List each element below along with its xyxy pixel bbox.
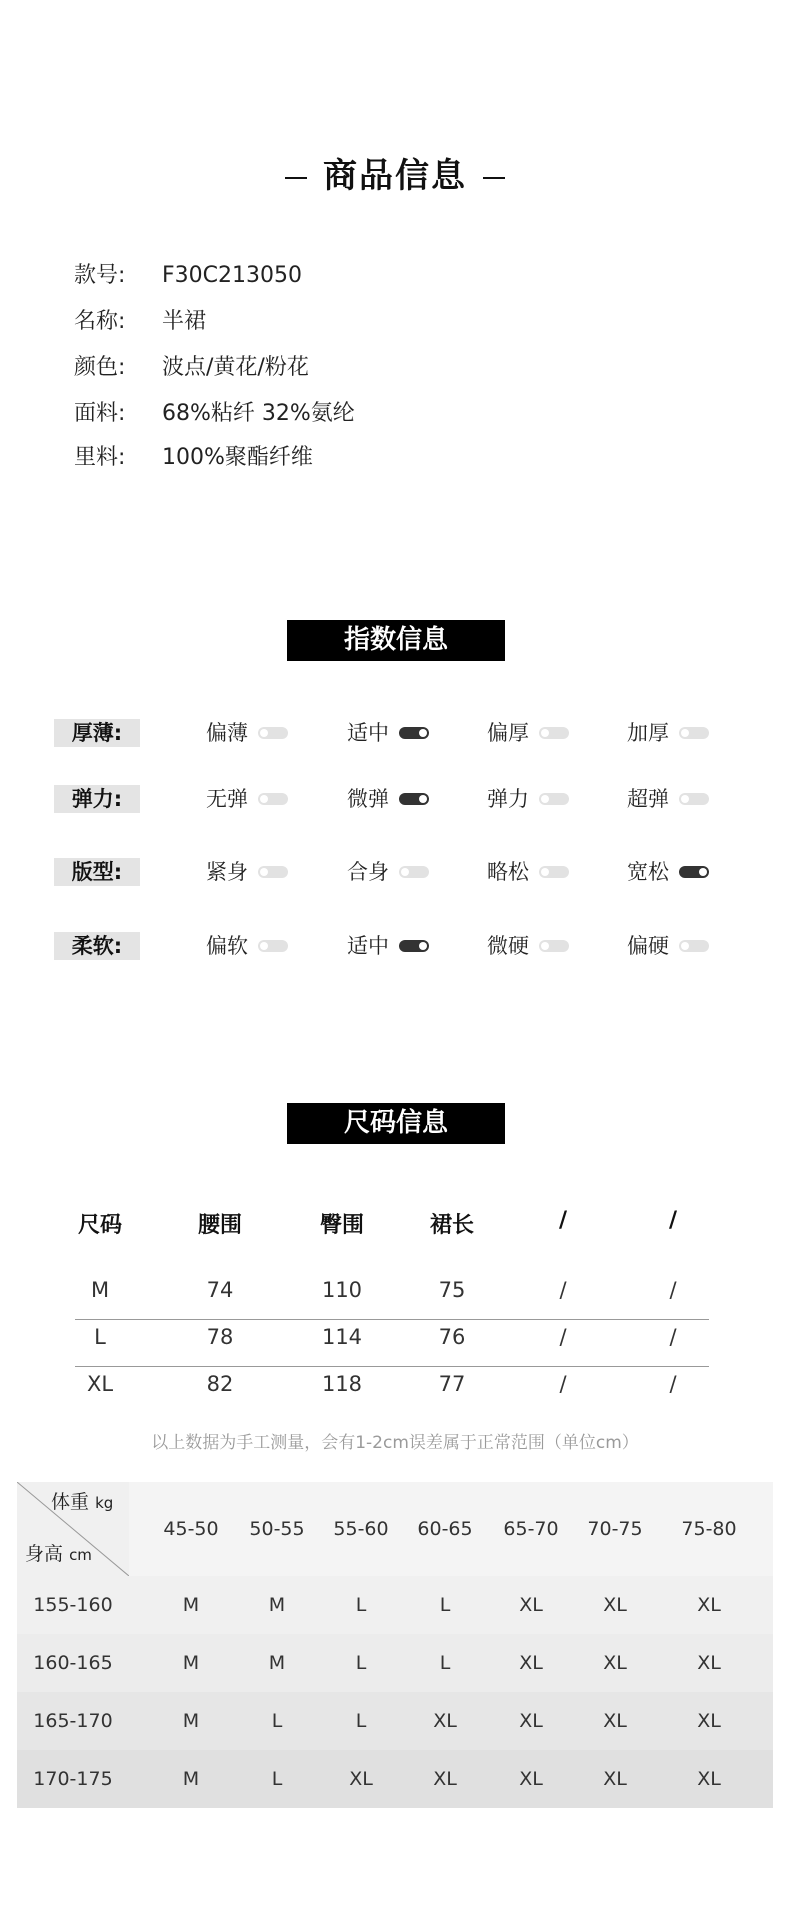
size-recommendation-cell: XL <box>519 1652 543 1674</box>
fit-grid-row <box>17 1692 773 1750</box>
weight-range-header: 70-75 <box>587 1518 643 1540</box>
size-table-header: 裙长 <box>429 1213 474 1238</box>
info-key: 面料: <box>74 401 126 426</box>
toggle-off-icon <box>539 866 569 878</box>
info-row-name <box>74 304 206 335</box>
size-recommendation-cell: XL <box>519 1768 543 1790</box>
toggle-on-icon <box>399 940 429 952</box>
info-key: 款号: <box>74 263 126 288</box>
index-option: 偏软 <box>206 934 248 958</box>
toggle-off-icon <box>258 940 288 952</box>
size-table-cell: 77 <box>438 1372 466 1396</box>
size-recommendation-cell: M <box>182 1594 200 1616</box>
fit-grid-row <box>17 1634 773 1692</box>
size-table-cell: / <box>669 1372 677 1396</box>
product-info-title-text: 商品信息 <box>323 156 467 196</box>
info-row-style-number <box>74 258 302 289</box>
index-option: 超弹 <box>627 787 669 811</box>
toggle-on-icon <box>679 866 709 878</box>
size-recommendation-cell: M <box>182 1652 200 1674</box>
index-option: 无弹 <box>206 787 248 811</box>
fit-grid-header-row <box>17 1482 773 1576</box>
measurement-note: 以上数据为手工测量，会有1-2cm误差属于正常范围（单位cm） <box>151 1433 639 1453</box>
toggle-off-icon <box>399 866 429 878</box>
fit-grid-corner <box>17 1482 129 1576</box>
size-table-cell: 75 <box>438 1278 466 1302</box>
size-table-cell: 114 <box>321 1325 363 1349</box>
fit-grid-row <box>17 1576 773 1634</box>
index-option: 适中 <box>347 721 389 745</box>
size-recommendation-cell: XL <box>603 1652 627 1674</box>
index-option: 偏硬 <box>627 934 669 958</box>
info-value: 100%聚酯纤维 <box>162 445 313 470</box>
size-recommendation-cell: M <box>268 1594 286 1616</box>
size-table-cell: L <box>94 1325 106 1349</box>
size-recommendation-cell: M <box>182 1710 200 1732</box>
index-option: 弹力 <box>487 787 529 811</box>
index-option: 宽松 <box>627 860 669 884</box>
size-recommendation-cell: XL <box>349 1768 373 1790</box>
info-key: 名称: <box>74 309 126 334</box>
size-table-cell: / <box>559 1325 567 1349</box>
size-table-cell: 78 <box>206 1325 234 1349</box>
size-recommendation-cell: XL <box>697 1710 721 1732</box>
weight-range-header: 75-80 <box>681 1518 737 1540</box>
size-recommendation-cell: L <box>355 1652 367 1674</box>
size-info-heading: 尺码信息 <box>287 1103 505 1144</box>
index-option: 加厚 <box>627 721 669 745</box>
size-recommendation-cell: XL <box>433 1710 457 1732</box>
size-table-cell: M <box>90 1278 110 1302</box>
fit-grid <box>17 1482 773 1807</box>
size-table-cell: 118 <box>321 1372 363 1396</box>
corner-height-label: 身高 cm <box>25 1543 92 1565</box>
info-row-fabric <box>74 396 355 427</box>
height-range-cell: 155-160 <box>33 1594 113 1616</box>
size-table-header: / <box>668 1208 678 1233</box>
size-table-cell: 76 <box>438 1325 466 1349</box>
index-label: 版型: <box>54 858 140 886</box>
info-value: 半裙 <box>162 309 207 334</box>
info-row-color <box>74 350 309 381</box>
index-option: 微硬 <box>487 934 529 958</box>
index-option: 微弹 <box>347 787 389 811</box>
info-key: 里料: <box>74 445 126 470</box>
size-recommendation-cell: L <box>439 1652 451 1674</box>
size-table-cell: / <box>669 1325 677 1349</box>
weight-range-header: 50-55 <box>249 1518 305 1540</box>
toggle-off-icon <box>539 727 569 739</box>
index-option: 合身 <box>347 860 389 884</box>
index-option: 偏厚 <box>487 721 529 745</box>
size-recommendation-cell: XL <box>697 1768 721 1790</box>
size-table-header: 腰围 <box>197 1213 242 1238</box>
title-dash-right <box>483 177 505 179</box>
height-range-cell: 160-165 <box>33 1652 113 1674</box>
toggle-off-icon <box>679 940 709 952</box>
info-row-lining <box>74 440 313 471</box>
weight-range-header: 60-65 <box>417 1518 473 1540</box>
size-table-cell: / <box>559 1372 567 1396</box>
size-recommendation-cell: L <box>271 1710 283 1732</box>
size-recommendation-cell: M <box>182 1768 200 1790</box>
info-value: 68%粘纤 32%氨纶 <box>162 401 355 426</box>
index-info-heading: 指数信息 <box>287 620 505 661</box>
index-option: 紧身 <box>206 860 248 884</box>
info-value: F30C213050 <box>162 263 302 288</box>
toggle-off-icon <box>258 793 288 805</box>
toggle-off-icon <box>258 727 288 739</box>
size-table-header: 尺码 <box>77 1213 122 1238</box>
size-recommendation-cell: XL <box>603 1594 627 1616</box>
toggle-off-icon <box>258 866 288 878</box>
size-table-cell: XL <box>86 1372 114 1396</box>
size-table-cell: 74 <box>206 1278 234 1302</box>
index-option: 偏薄 <box>206 721 248 745</box>
height-range-cell: 170-175 <box>33 1768 113 1790</box>
height-range-cell: 165-170 <box>33 1710 113 1732</box>
index-option: 略松 <box>487 860 529 884</box>
toggle-on-icon <box>399 727 429 739</box>
fit-grid-row <box>17 1750 773 1808</box>
toggle-on-icon <box>399 793 429 805</box>
index-option: 适中 <box>347 934 389 958</box>
size-recommendation-cell: L <box>355 1594 367 1616</box>
table-divider <box>75 1366 709 1367</box>
size-table-cell: / <box>669 1278 677 1302</box>
size-recommendation-cell: L <box>271 1768 283 1790</box>
toggle-off-icon <box>679 793 709 805</box>
toggle-off-icon <box>539 940 569 952</box>
weight-range-header: 65-70 <box>503 1518 559 1540</box>
toggle-off-icon <box>539 793 569 805</box>
weight-range-header: 45-50 <box>163 1518 219 1540</box>
size-recommendation-cell: M <box>268 1652 286 1674</box>
size-table-cell: 82 <box>206 1372 234 1396</box>
index-label: 柔软: <box>54 932 140 960</box>
product-info-title <box>0 148 790 197</box>
table-divider <box>75 1319 709 1320</box>
toggle-off-icon <box>679 727 709 739</box>
size-recommendation-cell: L <box>439 1594 451 1616</box>
size-recommendation-cell: XL <box>519 1594 543 1616</box>
info-value: 波点/黄花/粉花 <box>162 355 309 380</box>
size-recommendation-cell: XL <box>433 1768 457 1790</box>
size-table-header: 臀围 <box>319 1213 364 1238</box>
corner-weight-label: 体重 kg <box>51 1491 114 1513</box>
size-recommendation-cell: L <box>355 1710 367 1732</box>
index-label: 弹力: <box>54 785 140 813</box>
size-table-cell: / <box>559 1278 567 1302</box>
size-recommendation-cell: XL <box>603 1710 627 1732</box>
size-table-cell: 110 <box>321 1278 363 1302</box>
index-label: 厚薄: <box>54 719 140 747</box>
info-key: 颜色: <box>74 355 126 380</box>
size-recommendation-cell: XL <box>697 1594 721 1616</box>
size-recommendation-cell: XL <box>603 1768 627 1790</box>
title-dash-left <box>285 177 307 179</box>
weight-range-header: 55-60 <box>333 1518 389 1540</box>
size-recommendation-cell: XL <box>519 1710 543 1732</box>
size-recommendation-cell: XL <box>697 1652 721 1674</box>
size-table-header: / <box>558 1208 568 1233</box>
